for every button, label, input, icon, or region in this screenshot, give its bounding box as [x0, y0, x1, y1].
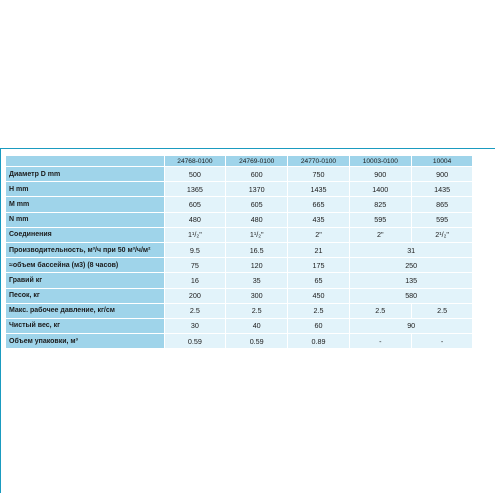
- table-cell: 500: [164, 167, 226, 182]
- table-cell: 40: [226, 318, 288, 333]
- table-cell: 90: [349, 318, 473, 333]
- table-cell: 31: [349, 242, 473, 257]
- row-label: ≈объем бассейна (м3) (8 часов): [6, 258, 164, 273]
- table-cell: 16: [164, 273, 226, 288]
- row-label: Чистый вес, кг: [6, 318, 164, 333]
- table-row: [6, 167, 473, 182]
- table-cell: 825: [349, 197, 411, 212]
- table-cell: 450: [288, 288, 350, 303]
- table-cell: 1365: [164, 182, 226, 197]
- model-header: 24770-0100: [288, 156, 350, 167]
- table-cell: -: [349, 334, 411, 349]
- table-cell: 175: [288, 258, 350, 273]
- table-cell: 0.89: [288, 334, 350, 349]
- table-cell: 865: [411, 197, 473, 212]
- table-cell: 0.59: [226, 334, 288, 349]
- table-cell: 0.59: [164, 334, 226, 349]
- row-label: N mm: [6, 212, 164, 227]
- table-row: [6, 197, 473, 212]
- table-cell: 1370: [226, 182, 288, 197]
- table-cell: 65: [288, 273, 350, 288]
- header-corner: [6, 156, 164, 167]
- table-cell: 2": [349, 227, 411, 242]
- table-cell: 605: [226, 197, 288, 212]
- table-cell: 665: [288, 197, 350, 212]
- model-header: 10004: [411, 156, 473, 167]
- table-cell: 30: [164, 318, 226, 333]
- table-cell: 2.5: [226, 303, 288, 318]
- model-header: 24769-0100: [226, 156, 288, 167]
- table-row: [6, 303, 473, 318]
- row-label: Соединения: [6, 227, 164, 242]
- table-row: [6, 288, 473, 303]
- model-header: 10003-0100: [349, 156, 411, 167]
- table-cell: 1435: [411, 182, 473, 197]
- table-body: [6, 167, 473, 349]
- table-cell: 120: [226, 258, 288, 273]
- table-cell: 16.5: [226, 242, 288, 257]
- table-cell: 2.5: [164, 303, 226, 318]
- table-row: [6, 242, 473, 257]
- table-cell: 750: [288, 167, 350, 182]
- row-label: Макс. рабочее давление, кг/см: [6, 303, 164, 318]
- table-cell: 1435: [288, 182, 350, 197]
- model-header: 24768-0100: [164, 156, 226, 167]
- table-row: [6, 227, 473, 242]
- table-cell: 2.5: [349, 303, 411, 318]
- table-cell: 2.5: [411, 303, 473, 318]
- table-cell: -: [411, 334, 473, 349]
- table-cell: 1¹/₂": [226, 227, 288, 242]
- table-cell: 435: [288, 212, 350, 227]
- header-row: [6, 156, 473, 167]
- table-cell: 75: [164, 258, 226, 273]
- table-cell: 35: [226, 273, 288, 288]
- table-cell: 200: [164, 288, 226, 303]
- table-cell: 2.5: [288, 303, 350, 318]
- table-cell: 2¹/₂": [411, 227, 473, 242]
- table-cell: 250: [349, 258, 473, 273]
- table-row: [6, 318, 473, 333]
- row-label: Производительность, м³/ч при 50 м³/ч/м²: [6, 242, 164, 257]
- table-cell: 580: [349, 288, 473, 303]
- row-label: Песок, кг: [6, 288, 164, 303]
- table-row: [6, 212, 473, 227]
- row-label: H mm: [6, 182, 164, 197]
- table-cell: 600: [226, 167, 288, 182]
- table-cell: 900: [411, 167, 473, 182]
- table-cell: 60: [288, 318, 350, 333]
- row-label: Гравий кг: [6, 273, 164, 288]
- table-cell: 21: [288, 242, 350, 257]
- row-label: Объем упаковки, м³: [6, 334, 164, 349]
- table-row: [6, 334, 473, 349]
- table-cell: 135: [349, 273, 473, 288]
- table-cell: 9.5: [164, 242, 226, 257]
- table-cell: 595: [411, 212, 473, 227]
- table-cell: 300: [226, 288, 288, 303]
- table-cell: 1¹/₂": [164, 227, 226, 242]
- spec-table: [6, 156, 473, 349]
- table-cell: 900: [349, 167, 411, 182]
- table-cell: 605: [164, 197, 226, 212]
- row-label: Диаметр D mm: [6, 167, 164, 182]
- table-cell: 480: [226, 212, 288, 227]
- table-row: [6, 273, 473, 288]
- table-cell: 2": [288, 227, 350, 242]
- table-cell: 1400: [349, 182, 411, 197]
- table-row: [6, 258, 473, 273]
- table-cell: 480: [164, 212, 226, 227]
- table-cell: 595: [349, 212, 411, 227]
- table-row: [6, 182, 473, 197]
- row-label: M mm: [6, 197, 164, 212]
